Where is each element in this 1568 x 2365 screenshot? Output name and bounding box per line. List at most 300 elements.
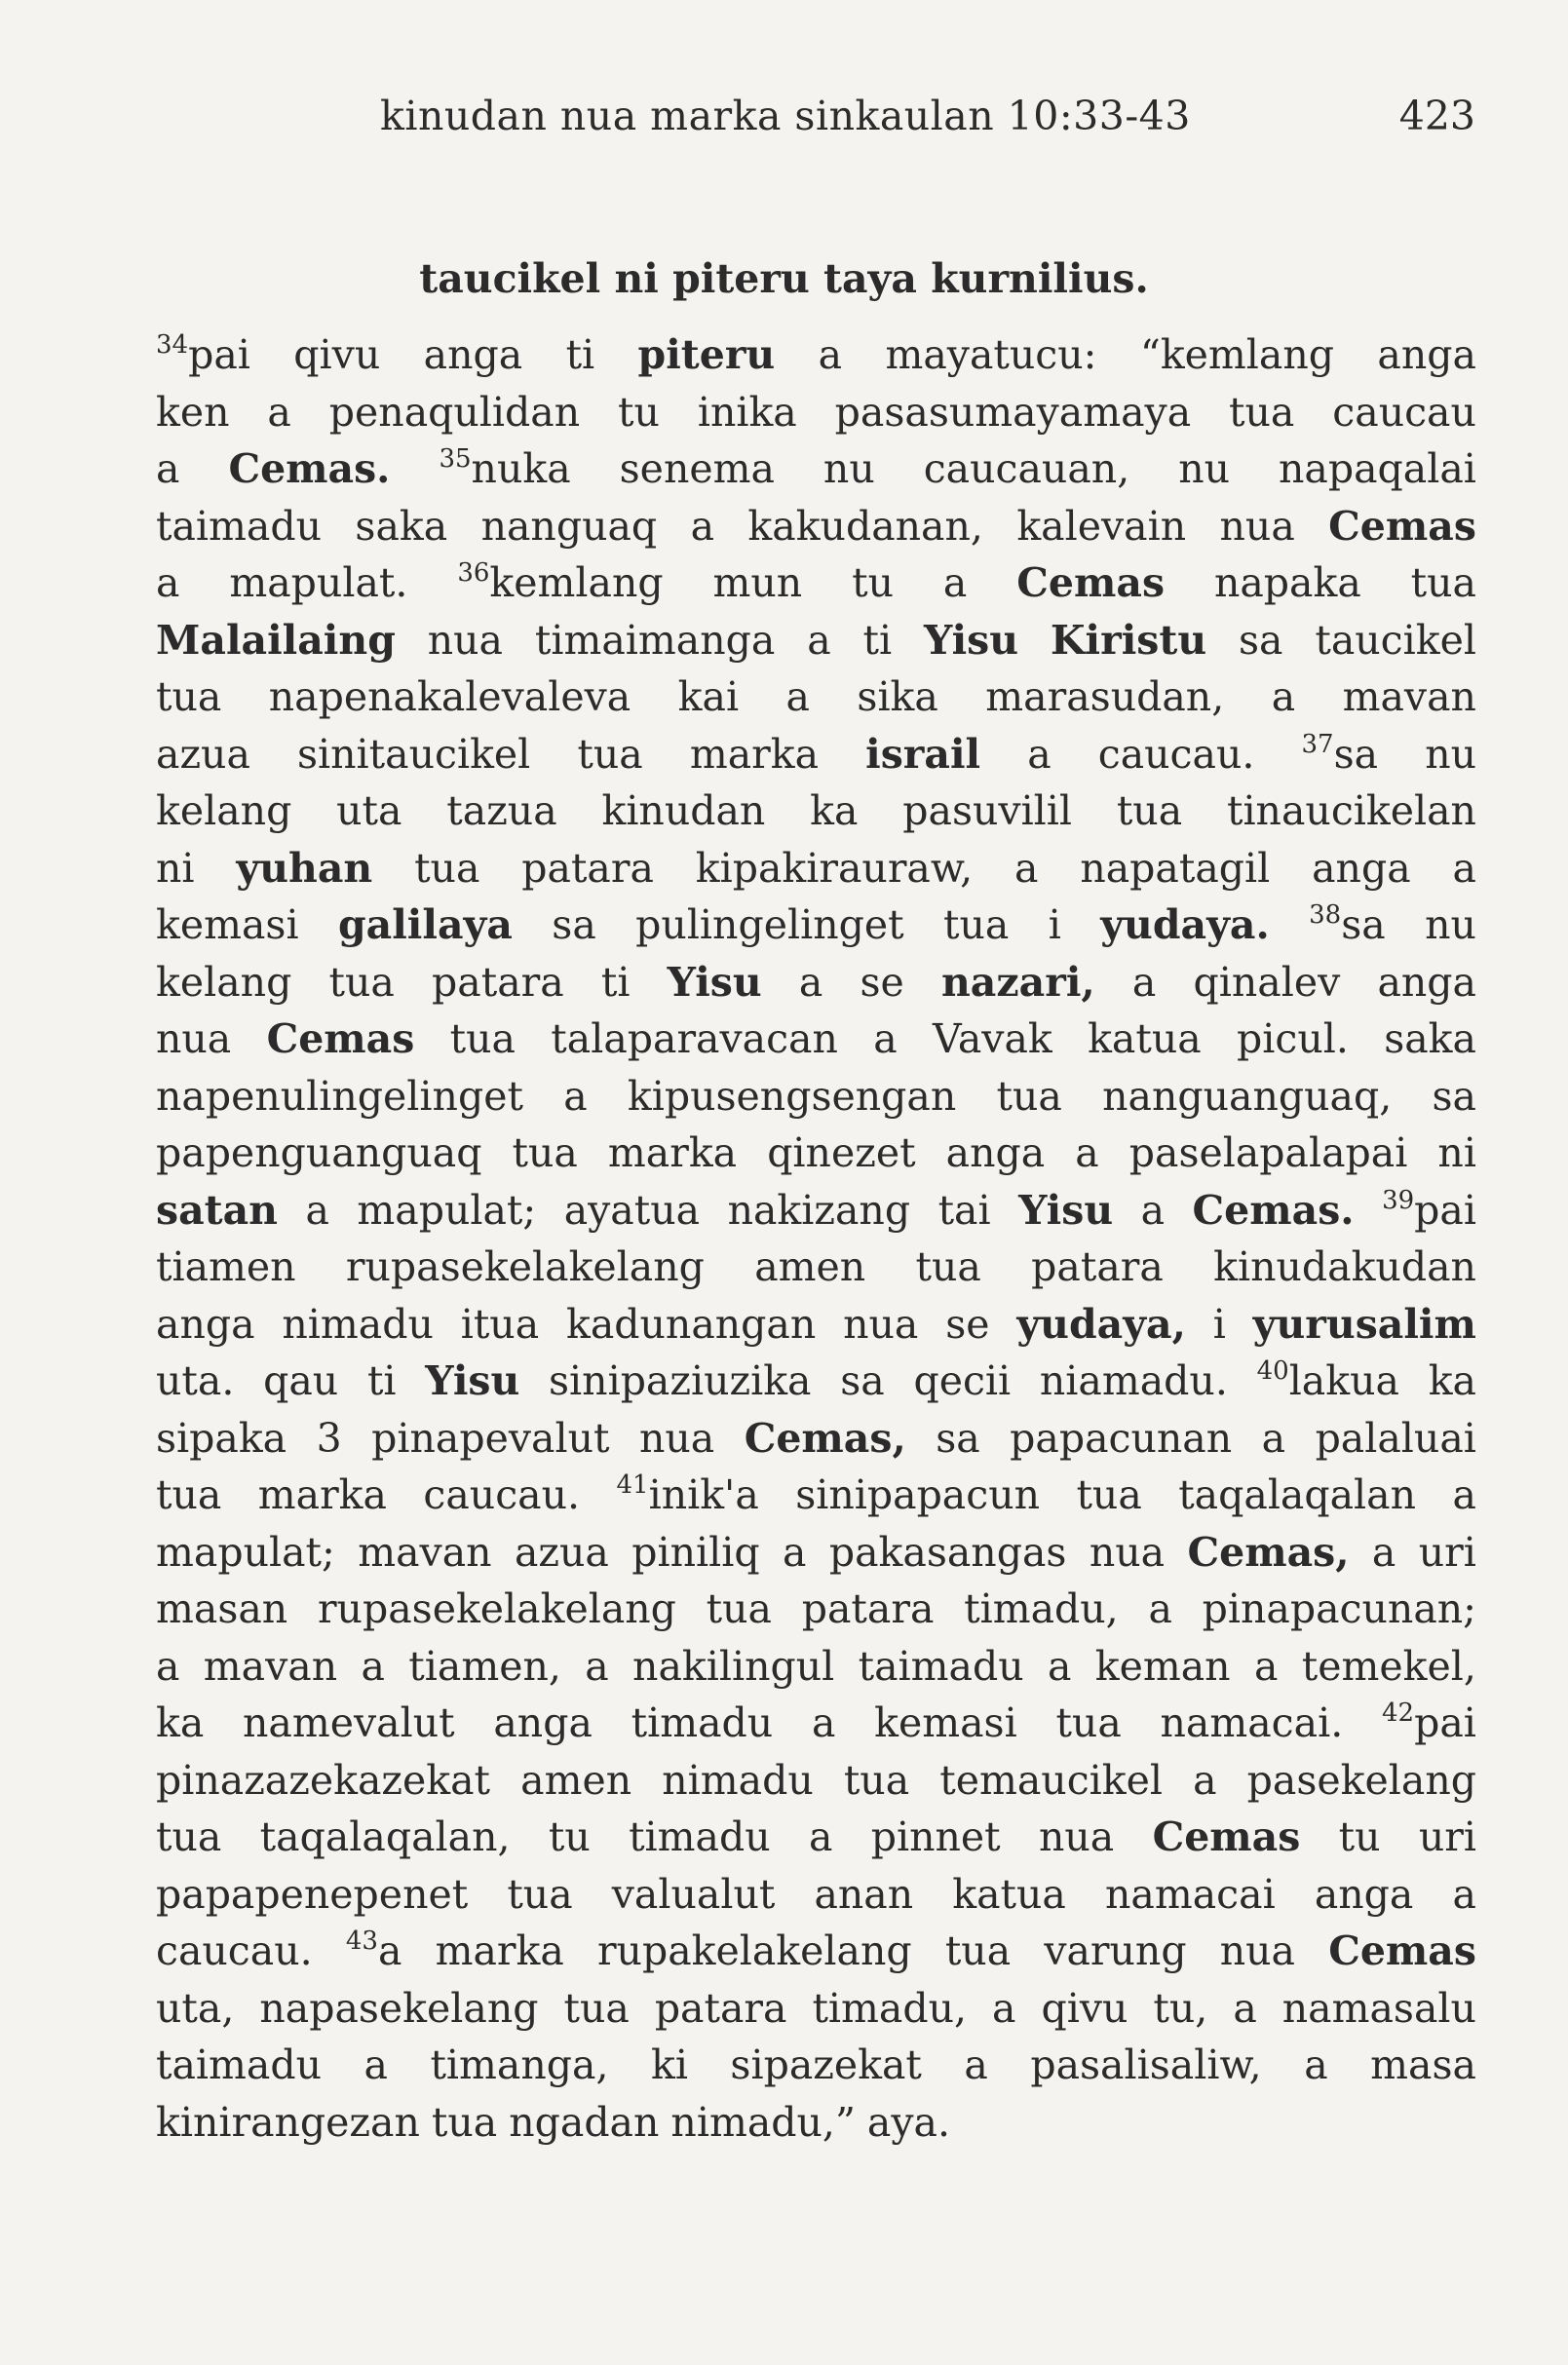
word: mapulat; bbox=[156, 1528, 335, 1576]
word: varung bbox=[1044, 1927, 1187, 1974]
word: sinitaucikel bbox=[297, 730, 531, 778]
word: a bbox=[1253, 1642, 1279, 1690]
word: Cemas bbox=[1016, 559, 1166, 606]
word: nua bbox=[1219, 1927, 1296, 1974]
word: tiamen bbox=[156, 1243, 296, 1290]
word: sipaka bbox=[156, 1414, 287, 1462]
word: yurusalim bbox=[1252, 1300, 1476, 1348]
word: pinapevalut bbox=[371, 1414, 610, 1462]
word: satan bbox=[156, 1186, 278, 1234]
word: nanguanguaq, bbox=[1102, 1072, 1393, 1120]
word: nu bbox=[822, 445, 875, 492]
word: kipusengsengan bbox=[627, 1072, 957, 1120]
text-line bbox=[156, 554, 1476, 612]
word: pasuvilil bbox=[902, 787, 1073, 834]
word: pasasumayamaya bbox=[834, 388, 1192, 436]
word: Vavak bbox=[933, 1015, 1052, 1062]
word: uri bbox=[1418, 1528, 1476, 1576]
word: ti bbox=[600, 958, 631, 1006]
word: picul. bbox=[1237, 1015, 1349, 1062]
word: sa bbox=[1239, 616, 1283, 664]
text-line bbox=[156, 1467, 1476, 1524]
word: azua bbox=[514, 1528, 609, 1576]
word: se bbox=[945, 1300, 990, 1348]
word: niamadu. bbox=[1039, 1357, 1228, 1404]
word: sika bbox=[857, 673, 938, 720]
word: timadu, bbox=[812, 1984, 968, 2032]
word: a bbox=[156, 1642, 180, 1690]
word: a bbox=[783, 1528, 807, 1576]
word: Cemas, bbox=[744, 1414, 906, 1462]
word: i bbox=[1212, 1300, 1226, 1348]
word: uri bbox=[1418, 1813, 1476, 1860]
word: marasudan, bbox=[985, 673, 1225, 720]
word: piteru bbox=[637, 331, 776, 378]
word: tiamen, bbox=[408, 1642, 561, 1690]
text-line bbox=[156, 1581, 1476, 1638]
word: anga bbox=[156, 1300, 255, 1348]
text-line bbox=[156, 1809, 1476, 1866]
word: a bbox=[1027, 730, 1052, 778]
body-text bbox=[156, 326, 1476, 2151]
word: tua bbox=[843, 1756, 910, 1804]
word: tu, bbox=[1153, 1984, 1208, 2032]
text-line bbox=[156, 326, 1476, 384]
word: taucikel bbox=[1315, 616, 1476, 664]
word: nakilingul bbox=[632, 1642, 835, 1690]
text-line bbox=[156, 1239, 1476, 1296]
word: marka bbox=[689, 730, 820, 778]
word: azua bbox=[156, 730, 250, 778]
word: pinnet bbox=[870, 1813, 1001, 1860]
word: qivu bbox=[1041, 1984, 1128, 2032]
word: Malailaing bbox=[156, 616, 396, 664]
word: namacai. bbox=[1160, 1699, 1344, 1746]
word: taimadu bbox=[156, 2041, 323, 2088]
word: $^{37}$sa bbox=[1301, 729, 1379, 778]
word: anga bbox=[1377, 958, 1476, 1006]
word: $^{36}$kemlang bbox=[457, 558, 664, 606]
word: a bbox=[808, 1813, 833, 1860]
word: katua bbox=[952, 1870, 1066, 1918]
text-line bbox=[156, 726, 1476, 783]
word: papapenepenet bbox=[156, 1870, 469, 1918]
text-line bbox=[156, 1182, 1476, 1240]
word: a bbox=[1140, 1186, 1166, 1234]
word: $^{41}$inik'a bbox=[616, 1470, 759, 1518]
word: nua bbox=[1089, 1528, 1166, 1576]
word: uta bbox=[336, 787, 402, 834]
word: nimadu bbox=[282, 1300, 434, 1348]
text-line bbox=[156, 384, 1476, 441]
word: tinaucikelan bbox=[1226, 787, 1476, 834]
word: qivu bbox=[293, 331, 381, 378]
word: se bbox=[860, 958, 904, 1006]
word: rupasekelakelang bbox=[317, 1585, 676, 1632]
word: kipakirauraw, bbox=[695, 844, 974, 892]
word: tua bbox=[563, 1984, 630, 2032]
word: kelang bbox=[156, 787, 292, 834]
word: marka bbox=[435, 1927, 564, 1974]
word: namevalut bbox=[243, 1699, 455, 1746]
word: anga bbox=[493, 1699, 593, 1746]
word: tua bbox=[1076, 1471, 1142, 1518]
text-line bbox=[156, 1068, 1476, 1125]
word: tua bbox=[915, 1243, 981, 1290]
word: a bbox=[156, 559, 180, 606]
word: tua bbox=[507, 1870, 573, 1918]
word: papenguanguaq bbox=[156, 1129, 482, 1176]
word: timanga, bbox=[430, 2041, 609, 2088]
word: ka bbox=[156, 1699, 205, 1746]
word: tua bbox=[706, 1585, 772, 1632]
word: temaucikel bbox=[939, 1756, 1164, 1804]
word: kakudanan, bbox=[747, 502, 983, 550]
word: a bbox=[785, 673, 810, 720]
word: tua bbox=[328, 958, 395, 1006]
word: $^{40}$lakua bbox=[1256, 1356, 1399, 1404]
word: a bbox=[1452, 1870, 1476, 1918]
word: anan bbox=[814, 1870, 914, 1918]
word: taqalaqalan, bbox=[259, 1813, 511, 1860]
word: Cemas bbox=[1152, 1813, 1301, 1860]
word: Cemas bbox=[1328, 502, 1476, 550]
word: sa bbox=[552, 901, 596, 948]
word: tua bbox=[449, 1015, 516, 1062]
verse-number: 35 bbox=[439, 444, 472, 474]
text-line bbox=[156, 840, 1476, 897]
word: mapulat. bbox=[229, 559, 408, 606]
text-line bbox=[156, 1011, 1476, 1068]
word: yudaya. bbox=[1100, 901, 1270, 948]
text-line bbox=[156, 1638, 1476, 1696]
word: a bbox=[1452, 1471, 1476, 1518]
word: a bbox=[305, 1186, 329, 1234]
word: mun bbox=[712, 559, 803, 606]
word: pinazazekazekat bbox=[156, 1756, 491, 1804]
word: inika bbox=[697, 388, 797, 436]
word: patara bbox=[521, 844, 654, 892]
text-line bbox=[156, 1524, 1476, 1582]
word: palaluai bbox=[1315, 1414, 1476, 1462]
word: $^{35}$nuka bbox=[439, 444, 571, 492]
text-line bbox=[156, 1752, 1476, 1810]
word: a bbox=[942, 559, 968, 606]
word: a bbox=[690, 502, 715, 550]
word: galilaya bbox=[337, 901, 513, 948]
verse-number: 36 bbox=[457, 558, 490, 588]
word: Yisu bbox=[924, 616, 1019, 664]
word: namacai bbox=[1105, 1870, 1276, 1918]
word: a bbox=[1233, 1984, 1257, 2032]
word: ka bbox=[1428, 1357, 1476, 1404]
word: israil bbox=[865, 730, 981, 778]
word: pinapacunan; bbox=[1202, 1585, 1476, 1632]
word: a bbox=[1271, 673, 1296, 720]
word: nimadu,” bbox=[670, 2098, 856, 2146]
text-line bbox=[156, 782, 1476, 840]
word: mapulat; bbox=[357, 1186, 537, 1234]
verse-number: 42 bbox=[1381, 1698, 1415, 1728]
word: patara bbox=[801, 1585, 935, 1632]
word: pasalisaliw, bbox=[1030, 2041, 1262, 2088]
word: marka bbox=[607, 1129, 738, 1176]
verse-number: 34 bbox=[156, 330, 189, 360]
word: tua bbox=[156, 1813, 222, 1860]
word: anga bbox=[945, 1129, 1046, 1176]
text-line bbox=[156, 896, 1476, 954]
word: Yisu bbox=[667, 958, 762, 1006]
word: kemasi bbox=[874, 1699, 1017, 1746]
word: tua bbox=[1229, 388, 1295, 436]
text-line bbox=[156, 668, 1476, 726]
word: a bbox=[1371, 1528, 1396, 1576]
word: ni bbox=[156, 844, 195, 892]
word: tua bbox=[944, 1927, 1012, 1974]
word: napasekelang bbox=[259, 1984, 539, 2032]
word: tazua bbox=[446, 787, 557, 834]
word: a bbox=[585, 1642, 609, 1690]
word: a bbox=[267, 388, 291, 436]
word: ngadan bbox=[509, 2098, 660, 2146]
word: mayatucu: bbox=[885, 331, 1097, 378]
word: a bbox=[811, 1699, 836, 1746]
word: $^{42}$pai bbox=[1381, 1698, 1476, 1746]
word: a bbox=[1193, 1756, 1217, 1804]
word: a bbox=[361, 1642, 385, 1690]
text-line bbox=[156, 1353, 1476, 1410]
verse-number: 38 bbox=[1309, 900, 1342, 930]
word: taimadu bbox=[156, 502, 323, 550]
word: mavan bbox=[203, 1642, 338, 1690]
word: kinirangezan bbox=[156, 2098, 420, 2146]
word: nu bbox=[1425, 730, 1476, 778]
word: $^{38}$sa bbox=[1309, 900, 1386, 948]
word: masan bbox=[156, 1585, 288, 1632]
text-line bbox=[156, 440, 1476, 498]
word: tua bbox=[431, 2098, 498, 2146]
word: patara bbox=[654, 1984, 787, 2032]
word: nua bbox=[638, 1414, 715, 1462]
word: caucau. bbox=[423, 1471, 581, 1518]
word: ti bbox=[565, 331, 595, 378]
word: qecii bbox=[913, 1357, 1012, 1404]
word: sa bbox=[840, 1357, 885, 1404]
word: amen bbox=[520, 1756, 632, 1804]
word: paselapalapai bbox=[1128, 1129, 1408, 1176]
word: piniliq bbox=[631, 1528, 760, 1576]
word: tua bbox=[1116, 787, 1183, 834]
word: penaqulidan bbox=[328, 388, 581, 436]
word: i bbox=[1048, 901, 1061, 948]
word: kai bbox=[677, 673, 740, 720]
word: tua bbox=[156, 1471, 222, 1518]
word: caucau. bbox=[1097, 730, 1255, 778]
word: a bbox=[964, 2041, 988, 2088]
word: caucau bbox=[1332, 388, 1476, 436]
word: yuhan bbox=[236, 844, 373, 892]
verse-number: 43 bbox=[345, 1926, 378, 1956]
word: napaqalai bbox=[1279, 445, 1476, 492]
word: pulingelinget bbox=[635, 901, 904, 948]
word: nazari, bbox=[941, 958, 1095, 1006]
word: tai bbox=[937, 1186, 991, 1234]
word: qinalev bbox=[1193, 958, 1341, 1006]
word: sipazekat bbox=[730, 2041, 922, 2088]
word: anga bbox=[1314, 1870, 1414, 1918]
word: timadu bbox=[629, 1813, 771, 1860]
word: papacunan bbox=[1010, 1414, 1233, 1462]
word: uta, bbox=[156, 1984, 235, 2032]
word: nua bbox=[843, 1300, 919, 1348]
word: a bbox=[798, 958, 823, 1006]
word: rupasekelakelang bbox=[345, 1243, 705, 1290]
text-line bbox=[156, 1980, 1476, 2038]
word: a bbox=[1452, 844, 1476, 892]
text-line bbox=[156, 1695, 1476, 1752]
word: patara bbox=[432, 958, 564, 1006]
word: napaka bbox=[1213, 559, 1361, 606]
word: a bbox=[1304, 2041, 1328, 2088]
text-line bbox=[156, 1125, 1476, 1182]
word: $^{39}$pai bbox=[1382, 1185, 1476, 1234]
word: qau bbox=[263, 1357, 339, 1404]
word: nimadu bbox=[662, 1756, 814, 1804]
word: nua bbox=[156, 1015, 232, 1062]
word: tua bbox=[1055, 1699, 1122, 1746]
word: a bbox=[818, 331, 843, 378]
word: masa bbox=[1370, 2041, 1476, 2088]
word: a bbox=[1131, 958, 1157, 1006]
word: ken bbox=[156, 388, 230, 436]
text-line bbox=[156, 954, 1476, 1011]
word: aya. bbox=[866, 2098, 951, 2146]
word: anga bbox=[1377, 331, 1476, 378]
word: patara bbox=[1031, 1243, 1164, 1290]
word: ki bbox=[650, 2041, 688, 2088]
word: sa bbox=[1432, 1072, 1476, 1120]
word: a bbox=[363, 2041, 388, 2088]
word: saka bbox=[355, 502, 448, 550]
word: kadunangan bbox=[565, 1300, 817, 1348]
verse-number: 41 bbox=[616, 1470, 649, 1500]
word: senema bbox=[619, 445, 775, 492]
word: kinudakudan bbox=[1213, 1243, 1476, 1290]
verse-number: 40 bbox=[1256, 1356, 1289, 1386]
word: sinipaziuzika bbox=[549, 1357, 812, 1404]
word: caucauan, bbox=[923, 445, 1130, 492]
word: a bbox=[873, 1015, 898, 1062]
word: itua bbox=[460, 1300, 540, 1348]
word: nakizang bbox=[727, 1186, 911, 1234]
word: tu bbox=[852, 559, 895, 606]
word: 3 bbox=[316, 1414, 342, 1462]
word: marka bbox=[257, 1471, 387, 1518]
word: a bbox=[1261, 1414, 1286, 1462]
word: Cemas. bbox=[1192, 1186, 1355, 1234]
word: nua bbox=[427, 616, 504, 664]
word: nua bbox=[1038, 1813, 1115, 1860]
word: tua bbox=[1410, 559, 1476, 606]
text-line bbox=[156, 1923, 1476, 1980]
word: pasekelang bbox=[1246, 1756, 1476, 1804]
word: tua bbox=[942, 901, 1010, 948]
page-header bbox=[0, 93, 1568, 151]
word: namasalu bbox=[1281, 1984, 1476, 2032]
word: Cemas. bbox=[228, 445, 391, 492]
word: Cemas bbox=[266, 1015, 415, 1062]
word: kalevain bbox=[1016, 502, 1187, 550]
text-line bbox=[156, 2094, 1476, 2152]
word: taqalaqalan bbox=[1178, 1471, 1417, 1518]
word: tu bbox=[618, 388, 660, 436]
word: a bbox=[1148, 1585, 1172, 1632]
word: tua bbox=[156, 673, 222, 720]
verse-number: 37 bbox=[1301, 729, 1334, 759]
word: tua bbox=[414, 844, 480, 892]
word: tua bbox=[996, 1072, 1062, 1120]
word: sa bbox=[936, 1414, 980, 1462]
word: $^{34}$pai bbox=[156, 330, 250, 378]
word: valualut bbox=[611, 1870, 776, 1918]
word: taimadu bbox=[858, 1642, 1024, 1690]
word: Yisu bbox=[425, 1357, 520, 1404]
word: timadu bbox=[631, 1699, 774, 1746]
word: anga bbox=[1312, 844, 1411, 892]
word: Kiristu bbox=[1050, 616, 1207, 664]
word: yudaya, bbox=[1016, 1300, 1186, 1348]
word: a bbox=[563, 1072, 588, 1120]
text-line bbox=[156, 1410, 1476, 1468]
word: “kemlang bbox=[1139, 331, 1335, 378]
word: katua bbox=[1088, 1015, 1202, 1062]
word: nanguaq bbox=[480, 502, 658, 550]
word: anga bbox=[423, 331, 523, 378]
word: kinudan bbox=[601, 787, 766, 834]
word: timaimanga bbox=[534, 616, 776, 664]
word: qinezet bbox=[767, 1129, 916, 1176]
word: talaparavacan bbox=[551, 1015, 838, 1062]
word: tua bbox=[512, 1129, 578, 1176]
word: a bbox=[1075, 1129, 1099, 1176]
word: tu bbox=[548, 1813, 591, 1860]
word: a bbox=[992, 1984, 1016, 2032]
word: a bbox=[1014, 844, 1039, 892]
word: a bbox=[1047, 1642, 1072, 1690]
word: amen bbox=[754, 1243, 866, 1290]
word: ka bbox=[810, 787, 859, 834]
word: Cemas, bbox=[1187, 1528, 1350, 1576]
word: nua bbox=[1219, 502, 1295, 550]
word: keman bbox=[1094, 1642, 1231, 1690]
text-line bbox=[156, 1866, 1476, 1924]
word: nu bbox=[1178, 445, 1231, 492]
word: a bbox=[807, 616, 831, 664]
verse-number: 39 bbox=[1382, 1185, 1415, 1215]
word: saka bbox=[1384, 1015, 1476, 1062]
word: sinipapacun bbox=[795, 1471, 1041, 1518]
word: a bbox=[156, 445, 180, 492]
word: timadu, bbox=[964, 1585, 1119, 1632]
word: uta. bbox=[156, 1357, 235, 1404]
word: Cemas bbox=[1328, 1927, 1476, 1974]
word: napenakalevaleva bbox=[268, 673, 631, 720]
word: $^{43}$a bbox=[345, 1926, 402, 1974]
word: mavan bbox=[1342, 673, 1476, 720]
word: rupakelakelang bbox=[596, 1927, 912, 1974]
text-line bbox=[156, 2037, 1476, 2094]
word: Yisu bbox=[1018, 1186, 1114, 1234]
